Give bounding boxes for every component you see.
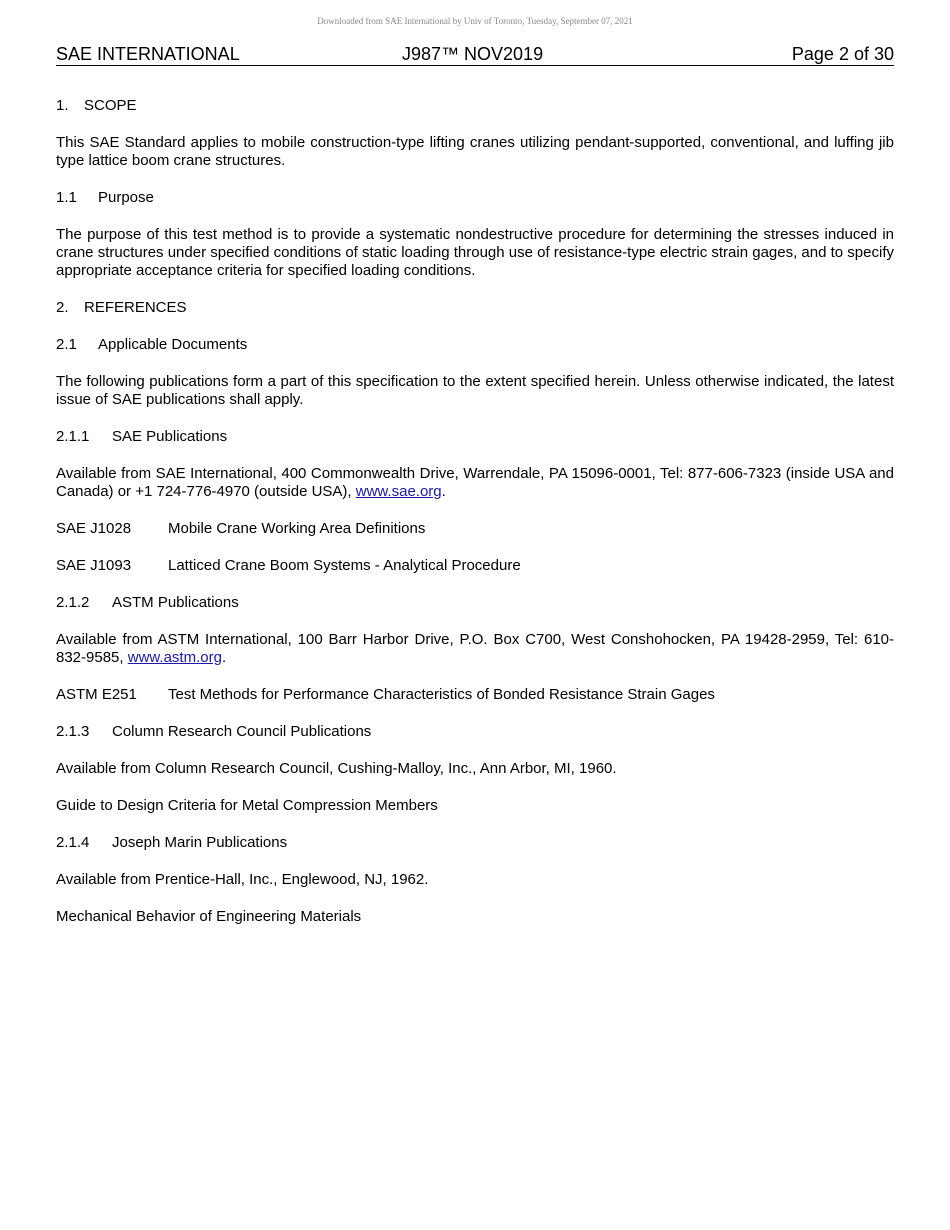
sae-availability-text: Available from SAE International, 400 Commonwealth Drive, Warrendale, PA 15096-0001, Tel: 877-606-7323 (inside USA and Canada) or +1 724-776-4970 (outside USA),	[56, 465, 894, 500]
scope-paragraph: This SAE Standard applies to mobile construction-type lifting cranes utilizing pendant-supported, conventional, and luffing jib type lattice boom crane structures.	[56, 134, 894, 169]
section-heading-column-research-council	[56, 723, 894, 741]
section-number: 1.	[56, 97, 69, 114]
section-title: Column Research Council Publications	[112, 723, 372, 740]
crc-reference-title: Guide to Design Criteria for Metal Compression Members	[56, 797, 438, 814]
section-title: Applicable Documents	[98, 336, 248, 353]
page-header	[56, 44, 894, 66]
marin-availability-paragraph: Available from Prentice-Hall, Inc., Englewood, NJ, 1962.	[56, 871, 429, 888]
sae-website-link[interactable]: www.sae.org	[355, 483, 442, 500]
section-heading-purpose	[56, 189, 894, 207]
document-body	[56, 97, 894, 945]
reference-title: Latticed Crane Boom Systems - Analytical Procedure	[168, 557, 521, 574]
section-number: 2.1.2	[56, 594, 90, 611]
section-title: ASTM Publications	[112, 594, 239, 611]
reference-code: SAE J1028	[56, 520, 132, 537]
purpose-paragraph: The purpose of this test method is to provide a systematic nondestructive procedure for determining the stresses induced in crane structures under specified conditions of static loading through use of resistance-type electric strain gages, and to specify appropriate acceptance criteria for specified loading conditions.	[56, 226, 894, 279]
section-number: 2.1.1	[56, 428, 90, 445]
astm-availability-paragraph: Available from ASTM International, 100 Barr Harbor Drive, P.O. Box C700, West Conshohocken, PA 19428-2959, Tel: 610-832-9585, www.astm.org.	[56, 631, 894, 666]
section-heading-sae-publications	[56, 428, 894, 446]
section-number: 2.1.3	[56, 723, 90, 740]
reference-title: Mobile Crane Working Area Definitions	[168, 520, 426, 537]
section-title: Joseph Marin Publications	[112, 834, 288, 851]
header-org: SAE INTERNATIONAL	[56, 44, 240, 64]
reference-code: SAE J1093	[56, 557, 132, 574]
section-heading-astm-publications	[56, 594, 894, 612]
section-number: 2.1.4	[56, 834, 90, 851]
astm-availability-text: Available from ASTM International, 100 Barr Harbor Drive, P.O. Box C700, West Conshohocken, PA 19428-2959, Tel: 610-832-9585,	[56, 631, 894, 666]
section-number: 1.1	[56, 189, 77, 206]
section-title: SCOPE	[84, 97, 137, 114]
header-doc-id: J987™ NOV2019	[402, 44, 544, 64]
section-heading-references	[56, 299, 894, 317]
crc-availability-paragraph: Available from Column Research Council, Cushing-Malloy, Inc., Ann Arbor, MI, 1960.	[56, 760, 617, 777]
section-heading-joseph-marin	[56, 834, 894, 852]
sae-availability-paragraph: Available from SAE International, 400 Commonwealth Drive, Warrendale, PA 15096-0001, Tel: 877-606-7323 (inside USA and Canada) or +1 724-776-4970 (outside USA), www.sae.org.	[56, 465, 894, 500]
reference-entry	[56, 520, 894, 538]
download-watermark: Downloaded from SAE International by Univ of Toronto, Tuesday, September 07, 2021	[317, 16, 633, 26]
applicable-documents-paragraph: The following publications form a part of this specification to the extent specified herein. Unless otherwise indicated, the latest issue of SAE publications shall apply.	[56, 373, 894, 408]
astm-website-link[interactable]: www.astm.org	[127, 649, 222, 666]
marin-reference-title: Mechanical Behavior of Engineering Materials	[56, 908, 362, 925]
reference-entry	[56, 686, 894, 704]
section-title: SAE Publications	[112, 428, 228, 445]
section-heading-applicable-documents	[56, 336, 894, 354]
section-title: Purpose	[98, 189, 154, 206]
reference-code: ASTM E251	[56, 686, 137, 703]
section-number: 2.	[56, 299, 69, 316]
reference-title: Test Methods for Performance Characteristics of Bonded Resistance Strain Gages	[168, 686, 715, 703]
header-page-number: Page 2 of 30	[791, 44, 894, 64]
section-heading-scope	[56, 97, 894, 115]
section-title: REFERENCES	[84, 299, 187, 316]
reference-entry	[56, 557, 894, 575]
section-number: 2.1	[56, 336, 77, 353]
